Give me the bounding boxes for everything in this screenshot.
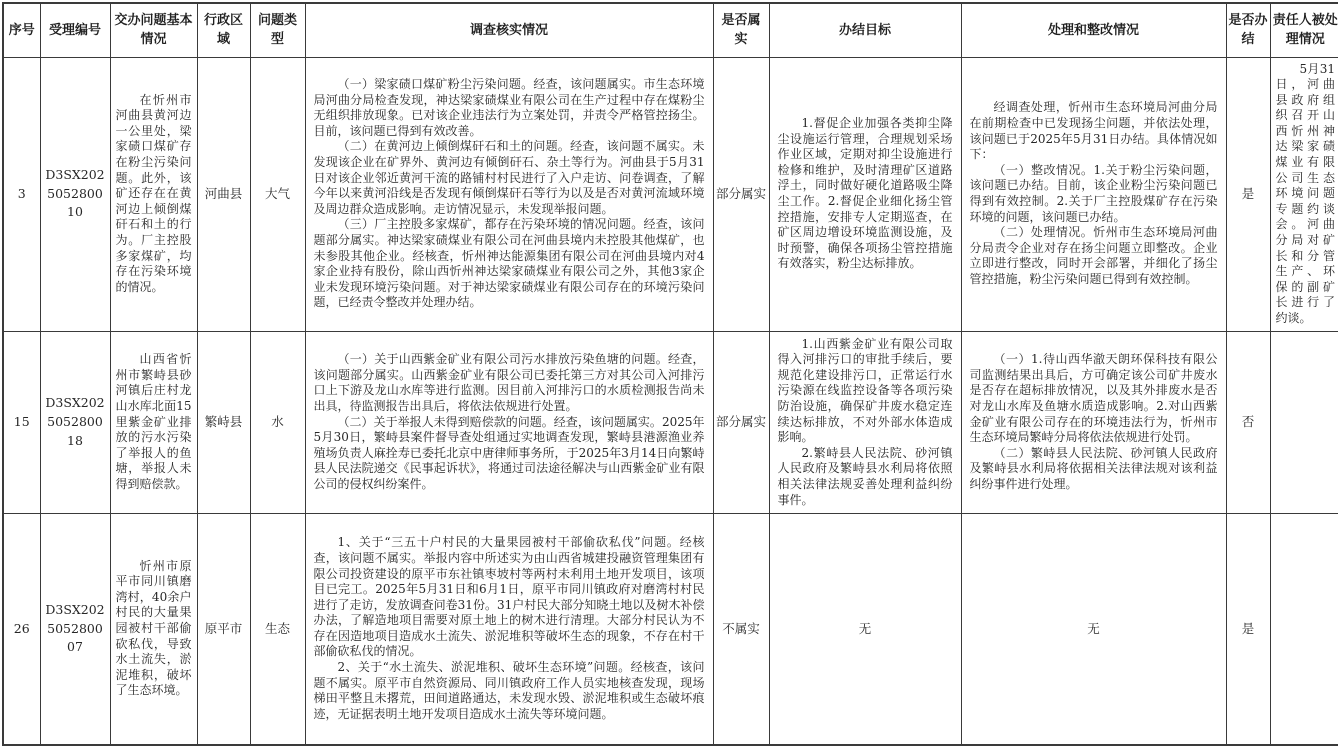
header-case_no: 受理编号 <box>40 3 110 57</box>
cell-goal-paragraph: 1.督促企业加强各类抑尘降尘设施运行管理，合理规划采场作业区域，定期对抑尘设施进行检修和维护，及时清理矿区道路浮土，同时做好硬化道路吸尘降尘工作。2.督促企业细化扬尘管控措施，安排专人定期巡查，在矿区周边增设环境监测设施，及时预警，确保各项扬尘管控措施有效落实，粉尘达标排放。 <box>777 116 953 271</box>
cell-problem-paragraph: 山西省忻州市繁峙县砂河镇后庄村龙山水库北面15里紫金矿业排放的污水污染了举报人的鱼塘，举报人未得到赔偿款。 <box>115 352 192 491</box>
table-row <box>3 57 1338 331</box>
cell-investigation-paragraph: 1、关于“三五十户村民的大量果园被村干部偷砍私伐”问题。经核查，该问题不属实。举报内容中所述实为由山西省城建投融资管理集团有限公司投资建设的原平市东社镇枣坡村等两村未利用土地开发项目，该项目已完工。2025年5月31日和6月1日，原平市同川镇政府对磨湾村村民进行了走访，发放调查问卷31份。31户村民大部分知晓土地以及树木补偿办法，了解造地项目需要对原土地上的树木进行清理。大部分村民认为不存在因造地项目造成水土流失、淤泥堆积等破坏生态的现象，不存在村干部偷砍私伐的情况。 <box>313 535 705 659</box>
cell-type-text: 水 <box>271 413 284 429</box>
table-row <box>3 514 1338 745</box>
cell-seq-text: 3 <box>17 185 26 201</box>
cell-goal <box>769 331 961 514</box>
cell-rectification <box>961 57 1226 331</box>
table-body <box>3 57 1338 745</box>
cell-type <box>250 331 305 514</box>
cell-is-closed-text: 是 <box>1241 620 1255 636</box>
cell-accountability <box>1270 331 1338 514</box>
cell-region-text: 河曲县 <box>204 185 243 201</box>
cell-region <box>197 331 250 514</box>
cell-is-closed-text: 是 <box>1241 185 1255 201</box>
cell-type <box>250 57 305 331</box>
cell-is-true <box>713 331 769 514</box>
cell-goal <box>769 57 961 331</box>
inspection-table <box>2 2 1338 746</box>
cell-seq <box>3 57 40 331</box>
cell-type-text: 大气 <box>264 185 290 201</box>
cell-goal-text: 无 <box>858 620 872 636</box>
header-is_true: 是否属实 <box>713 3 769 57</box>
cell-investigation <box>305 514 713 745</box>
header-row <box>3 3 1338 57</box>
header-region: 行政区域 <box>197 3 250 57</box>
header-problem: 交办问题基本情况 <box>110 3 197 57</box>
cell-rectification-paragraph: （二）繁峙县人民法院、砂河镇人民政府及繁峙县水利局将依据相关法律法规对该利益纠纷事件进行处理。 <box>969 445 1218 491</box>
cell-region-text: 原平市 <box>204 620 243 636</box>
cell-case-no-text: D3SX202505280018 <box>45 395 105 448</box>
cell-case-no <box>40 331 110 514</box>
cell-rectification-paragraph: （一）整改情况。1.关于粉尘污染问题，该问题已办结。目前，该企业粉尘污染问题已得到有效控制。2.关于厂主控股煤矿存在污染环境的问题，该问题已办结。 <box>969 162 1218 224</box>
cell-rectification-paragraph: （一）1.待山西华澈天朗环保科技有限公司监测结果出具后，方可确定该公司矿井废水是否存在超标排放情况，以及其外排废水是否对龙山水库及鱼塘水质造成影响。2.对山西紫金矿业有限公司存在的环境违法行为，忻州市生态环境局繁峙分局将依法依规进行处罚。 <box>969 352 1218 445</box>
cell-seq-text: 26 <box>13 620 30 636</box>
cell-is-true-text: 部分属实 <box>715 185 766 201</box>
cell-is-closed <box>1226 514 1270 745</box>
header-accountability: 责任人被处理情况 <box>1270 3 1338 57</box>
cell-is-true-text: 部分属实 <box>715 413 766 429</box>
table-row <box>3 331 1338 514</box>
cell-accountability-paragraph: 5月31日，河曲县政府组织召开山西忻州神达梁家碛煤业有限公司生态环境问题专题约谈会。河曲分局对矿长和分管生产、环保的副矿长进行了约谈。 <box>1275 61 1335 325</box>
cell-investigation <box>305 331 713 514</box>
cell-case-no <box>40 514 110 745</box>
cell-investigation-paragraph: （一）关于山西紫金矿业有限公司污水排放污染鱼塘的问题。经查，该问题部分属实。山西紫金矿业有限公司已委托第三方对其公司入河排污口上下游及龙山水库等进行监测。因目前入河排污口的水质检测报告尚未出具，待监测报告出具后，将依法依规进行处置。 <box>313 352 705 413</box>
cell-problem <box>110 57 197 331</box>
cell-investigation-paragraph: 2、关于“水土流失、淤泥堆积、破坏生态环境”问题。经核查，该问题不属实。原平市自然资源局、同川镇政府工作人员实地核查发现，现场梯田平整且未撂荒，田间道路通达，未发现水毁、淤泥堆积或生态破坏痕迹，无证据表明土地开发项目造成水土流失等环境问题。 <box>313 660 705 721</box>
cell-problem-paragraph: 在忻州市河曲县黄河边一公里处，梁家碛口煤矿存在粉尘污染问题。此外，该矿还存在在黄河边上倾倒煤矸石和土的行为。厂主控股多家煤矿，均存在污染环境的情况。 <box>115 92 192 294</box>
cell-investigation-paragraph: （二）关于举报人未得到赔偿款的问题。经查，该问题属实。2025年5月30日，繁峙县案件督导查处组通过实地调查发现，繁峙县港源渔业养殖场负责人麻拴寿已委托北京中唐律师事务所，于2025年3月14日向繁峙县人民法院递交《民事起诉状》，将通过司法途径解决与山西紫金矿业有限公司的侵权纠纷案件。 <box>313 414 705 491</box>
cell-region <box>197 514 250 745</box>
cell-region-text: 繁峙县 <box>204 413 243 429</box>
header-rectification: 处理和整改情况 <box>961 3 1226 57</box>
cell-goal-paragraph: 1.山西紫金矿业有限公司取得入河排污口的审批手续后，要规范化建设排污口，正常运行水污染源在线监控设备等各项污染防治设施，确保矿井废水稳定连续达标排放，不对外部水体造成影响。 <box>777 336 953 445</box>
cell-case-no <box>40 57 110 331</box>
cell-problem-paragraph: 忻州市原平市同川镇磨湾村，40余户村民的大量果园被村干部偷砍私伐，导致水土流失，淤泥堆积，破坏了生态环境。 <box>115 558 192 698</box>
table-header <box>3 3 1338 57</box>
cell-seq <box>3 331 40 514</box>
cell-region <box>197 57 250 331</box>
cell-is-closed <box>1226 57 1270 331</box>
cell-is-true <box>713 57 769 331</box>
cell-investigation-paragraph: （三）厂主控股多家煤矿，都存在污染环境的情况问题。经查，该问题部分属实。神达梁家碛煤业有限公司在河曲县境内未控股其他煤矿，也未参股其他企业。经核查，忻州神达能源集团有限公司在河曲县境内对4家企业持有股份，除山西忻州神达梁家碛煤业有限公司之外，其他3家企业未发现环境污染问题。对于神达梁家碛煤业有限公司存在的环境污染问题，已经责令整改并处理办结。 <box>313 217 705 310</box>
cell-goal <box>769 514 961 745</box>
cell-rectification-paragraph: 经调查处理，忻州市生态环境局河曲分局在前期检查中已发现扬尘问题，并依法处理，该问题已于2025年5月31日办结。具体情况如下： <box>969 100 1218 162</box>
cell-type-text: 生态 <box>264 620 290 636</box>
cell-accountability <box>1270 57 1338 331</box>
cell-is-closed <box>1226 331 1270 514</box>
header-investigation: 调查核实情况 <box>305 3 713 57</box>
cell-case-no-text: D3SX202505280007 <box>45 601 105 655</box>
cell-is-closed-text: 否 <box>1241 413 1255 429</box>
cell-problem <box>110 514 197 745</box>
cell-goal-paragraph: 2.繁峙县人民法院、砂河镇人民政府及繁峙县水利局将依照相关法律法规妥善处理利益纠纷事件。 <box>777 445 953 507</box>
cell-investigation-paragraph: （一）梁家碛口煤矿粉尘污染问题。经查，该问题属实。市生态环境局河曲分局检查发现，神达梁家碛煤业有限公司在生产过程中存在煤粉尘无组织排放现象。已对该企业违法行为立案处罚，并责令严格管控扬尘。目前，该问题已得到有效改善。 <box>313 77 705 138</box>
cell-type <box>250 514 305 745</box>
cell-investigation <box>305 57 713 331</box>
cell-rectification-paragraph: （二）处理情况。忻州市生态环境局河曲分局责令企业对存在扬尘问题立即整改。企业立即进行整改，同时开会部署，并细化了扬尘管控措施，粉尘污染问题已得到有效控制。 <box>969 225 1218 287</box>
header-is_closed: 是否办结 <box>1226 3 1270 57</box>
cell-accountability <box>1270 514 1338 745</box>
cell-case-no-text: D3SX202505280010 <box>45 166 105 220</box>
cell-rectification <box>961 331 1226 514</box>
cell-problem <box>110 331 197 514</box>
cell-seq-text: 15 <box>13 413 30 429</box>
cell-seq <box>3 514 40 745</box>
cell-rectification-text: 无 <box>1087 620 1100 636</box>
header-goal: 办结目标 <box>769 3 961 57</box>
cell-rectification <box>961 514 1226 745</box>
header-type: 问题类型 <box>250 3 305 57</box>
cell-investigation-paragraph: （二）在黄河边上倾倒煤矸石和土的问题。经查，该问题不属实。未发现该企业在矿界外、黄河边有倾倒矸石、杂土等行为。河曲县于5月31日对该企业邻近黄河干流的路铺村村民进行了入户走访、问卷调查，了解今年以来黄河沿线是否发现有倾倒煤矸石等行为以及是否对黄河流域环境及周边群众造成影响。走访情况显示，未发现举报问题。 <box>313 139 705 216</box>
cell-is-true <box>713 514 769 745</box>
header-seq: 序号 <box>3 3 40 57</box>
cell-is-true-text: 不属实 <box>722 620 760 636</box>
